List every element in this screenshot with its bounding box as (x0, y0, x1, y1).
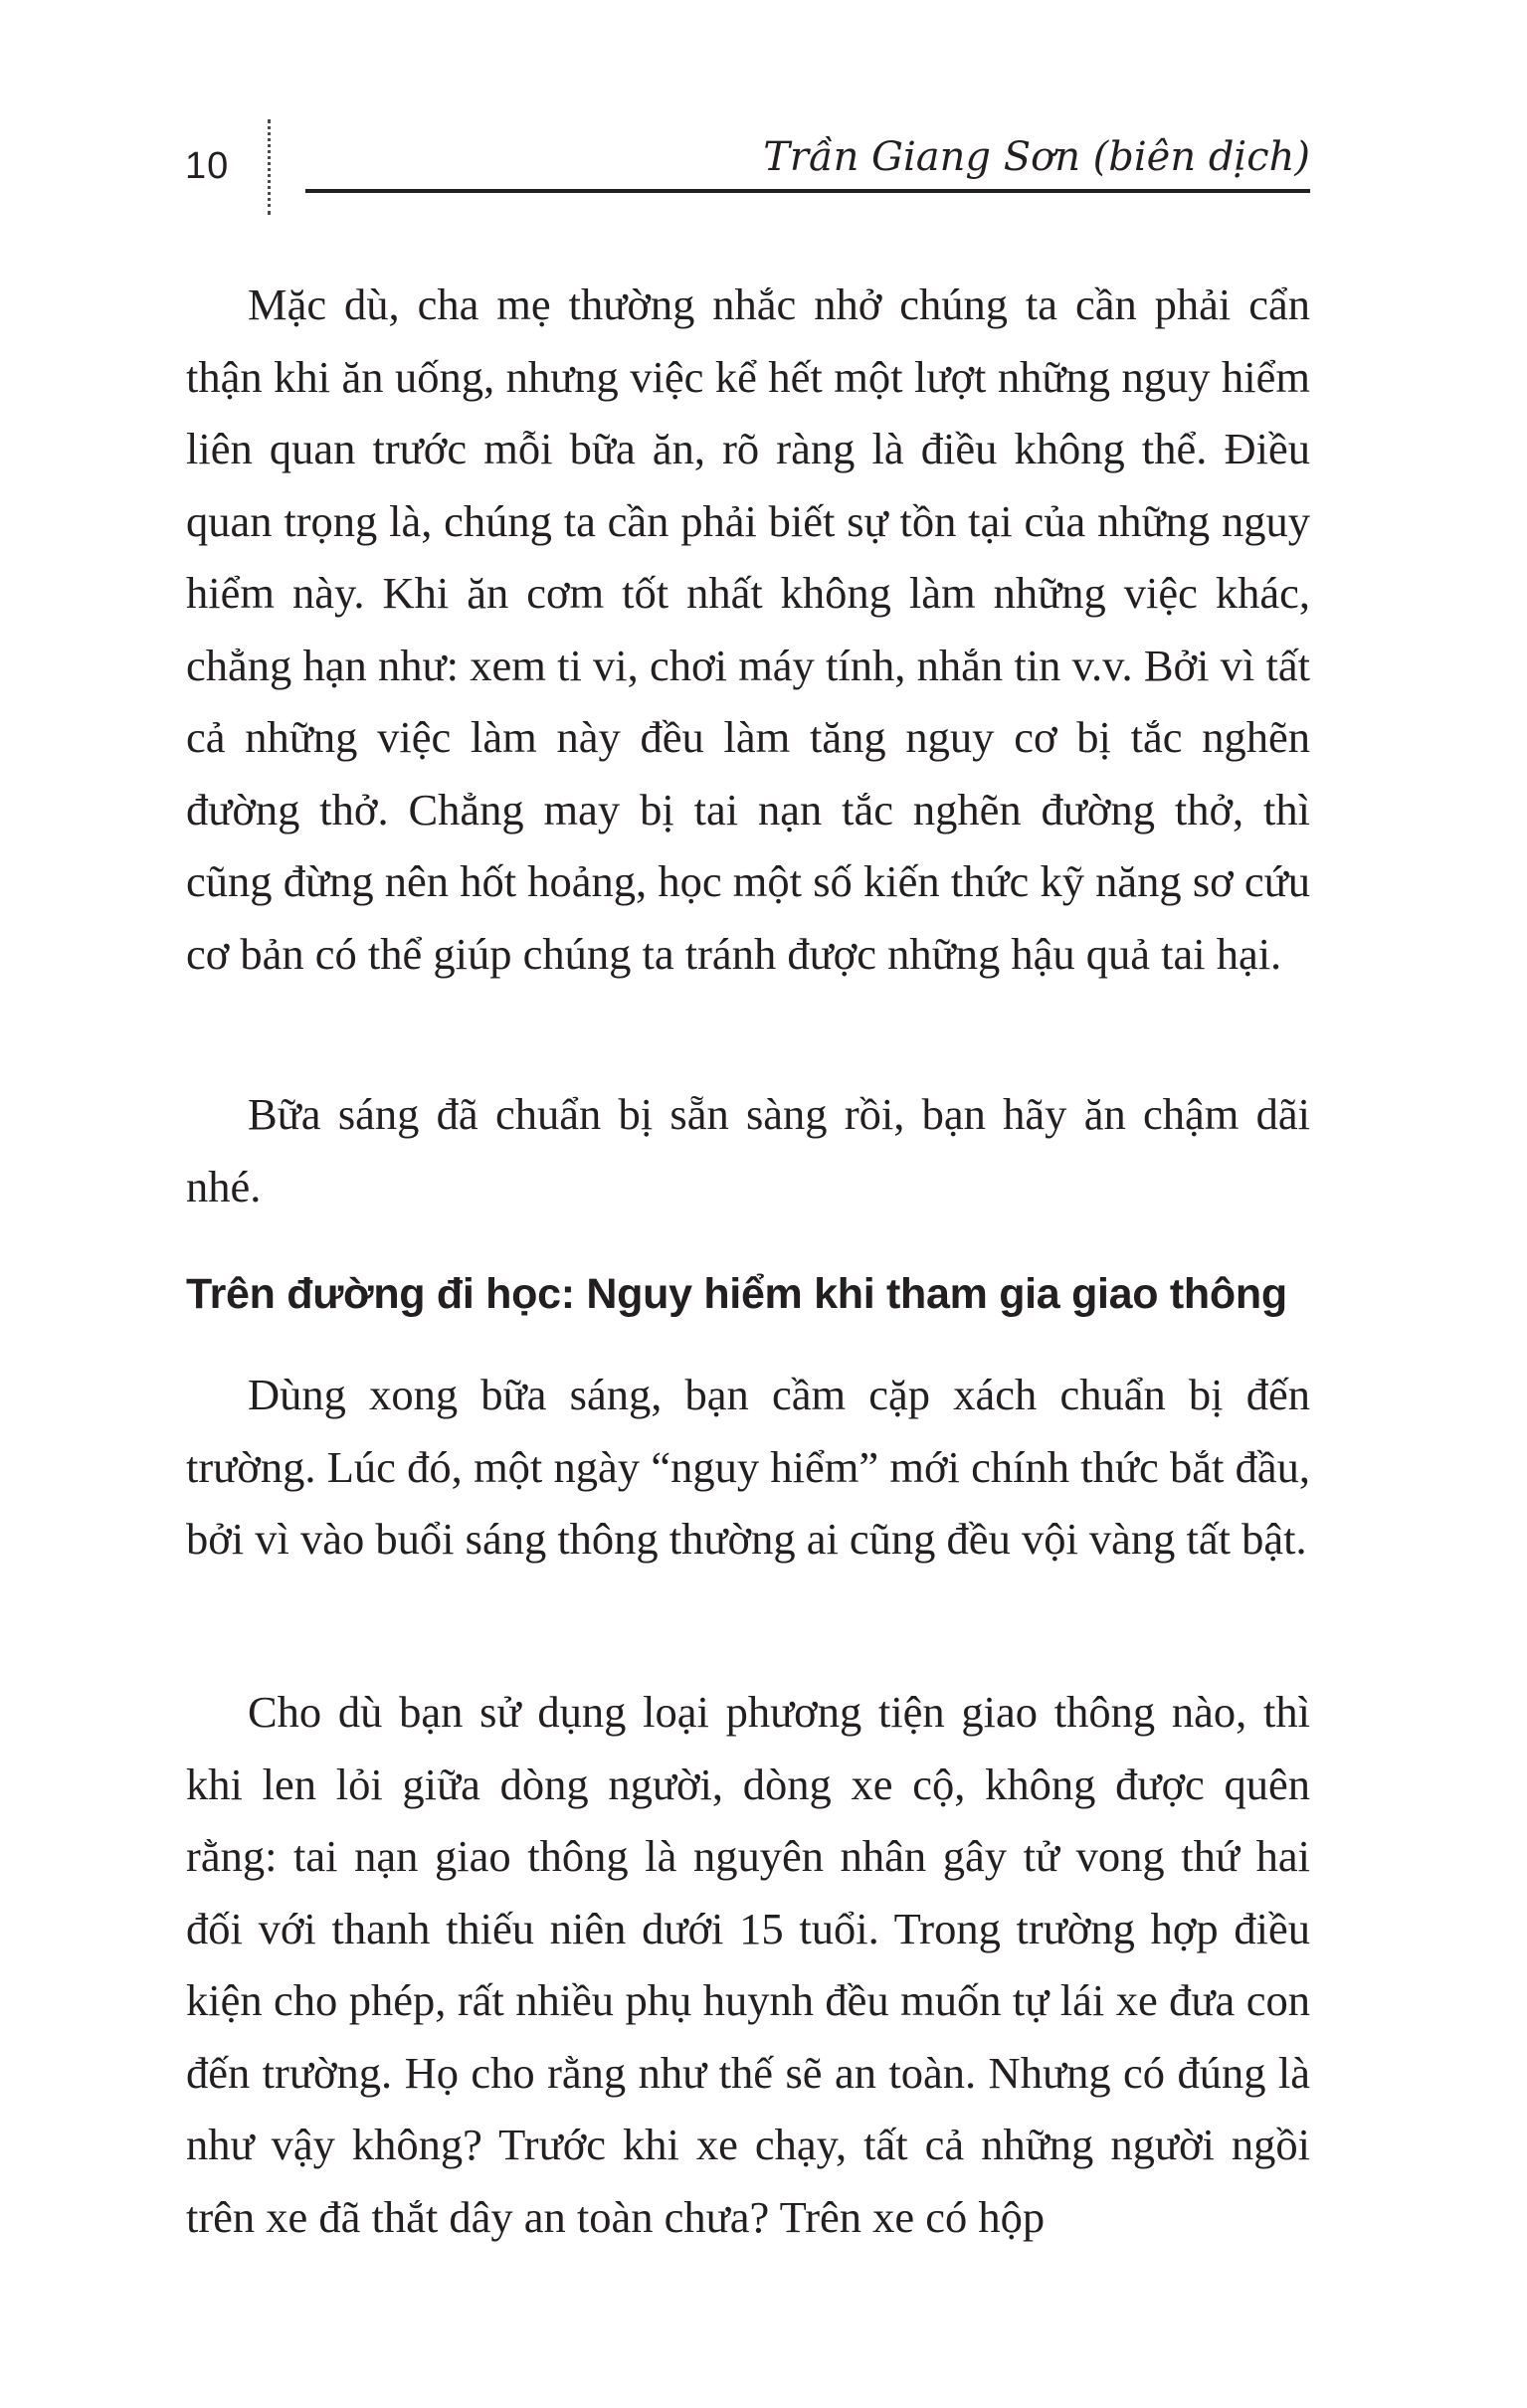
paragraph-3: Dùng xong bữa sáng, bạn cầm cặp xách chuẩn bị đến trường. Lúc đó, một ngày “nguy hiểm” mới chính thức bắt đầu, bởi vì vào buổi sáng thông thường ai cũng đều vội vàng tất bật. (186, 1370, 1310, 1564)
paragraph-1: Mặc dù, cha mẹ thường nhắc nhở chúng ta cần phải cẩn thận khi ăn uống, nhưng việc kể hết một lượt những nguy hiểm liên quan trước mỗi bữa ăn, rõ ràng là điều không thể. Điều quan trọng là, chúng ta cần phải biết sự tồn tại của những nguy hiểm này. Khi ăn cơm tốt nhất không làm những việc khác, chẳng hạn như: xem ti vi, chơi máy tính, nhắn tin v.v. Bởi vì tất cả những việc làm này đều làm tăng nguy cơ bị tắc nghẽn đường thở. Chẳng may bị tai nạn tắc nghẽn đường thở, thì cũng đừng nên hốt hoảng, học một số kiến thức kỹ năng sơ cứu cơ bản có thể giúp chúng ta tránh được những hậu quả tai hại. (186, 279, 1310, 979)
page-number: 10 (185, 145, 230, 187)
header-dotted-divider (268, 119, 271, 215)
section-heading: Trên đường đi học: Nguy hiểm khi tham gia giao thông (186, 1270, 1287, 1318)
running-head: Trần Giang Sơn (biên dịch) (749, 137, 1310, 177)
paragraph-4: Cho dù bạn sử dụng loại phương tiện giao thông nào, thì khi len lỏi giữa dòng người, dòng xe cộ, không được quên rằng: tai nạn giao thông là nguyên nhân gây tử vong thứ hai đối với thanh thiếu niên dưới 15 tuổi. Trong trường hợp điều kiện cho phép, rất nhiều phụ huynh đều muốn tự lái xe đưa con đến trường. Họ cho rằng như thế sẽ an toàn. Nhưng có đúng là như vậy không? Trước khi xe chạy, tất cả những người ngồi trên xe đã thắt dây an toàn chưa? Trên xe có hộp (186, 1687, 1310, 2242)
header-rule (305, 189, 1310, 193)
paragraph-2: Bữa sáng đã chuẩn bị sẵn sàng rồi, bạn hãy ăn chậm dãi nhé. (186, 1089, 1310, 1211)
